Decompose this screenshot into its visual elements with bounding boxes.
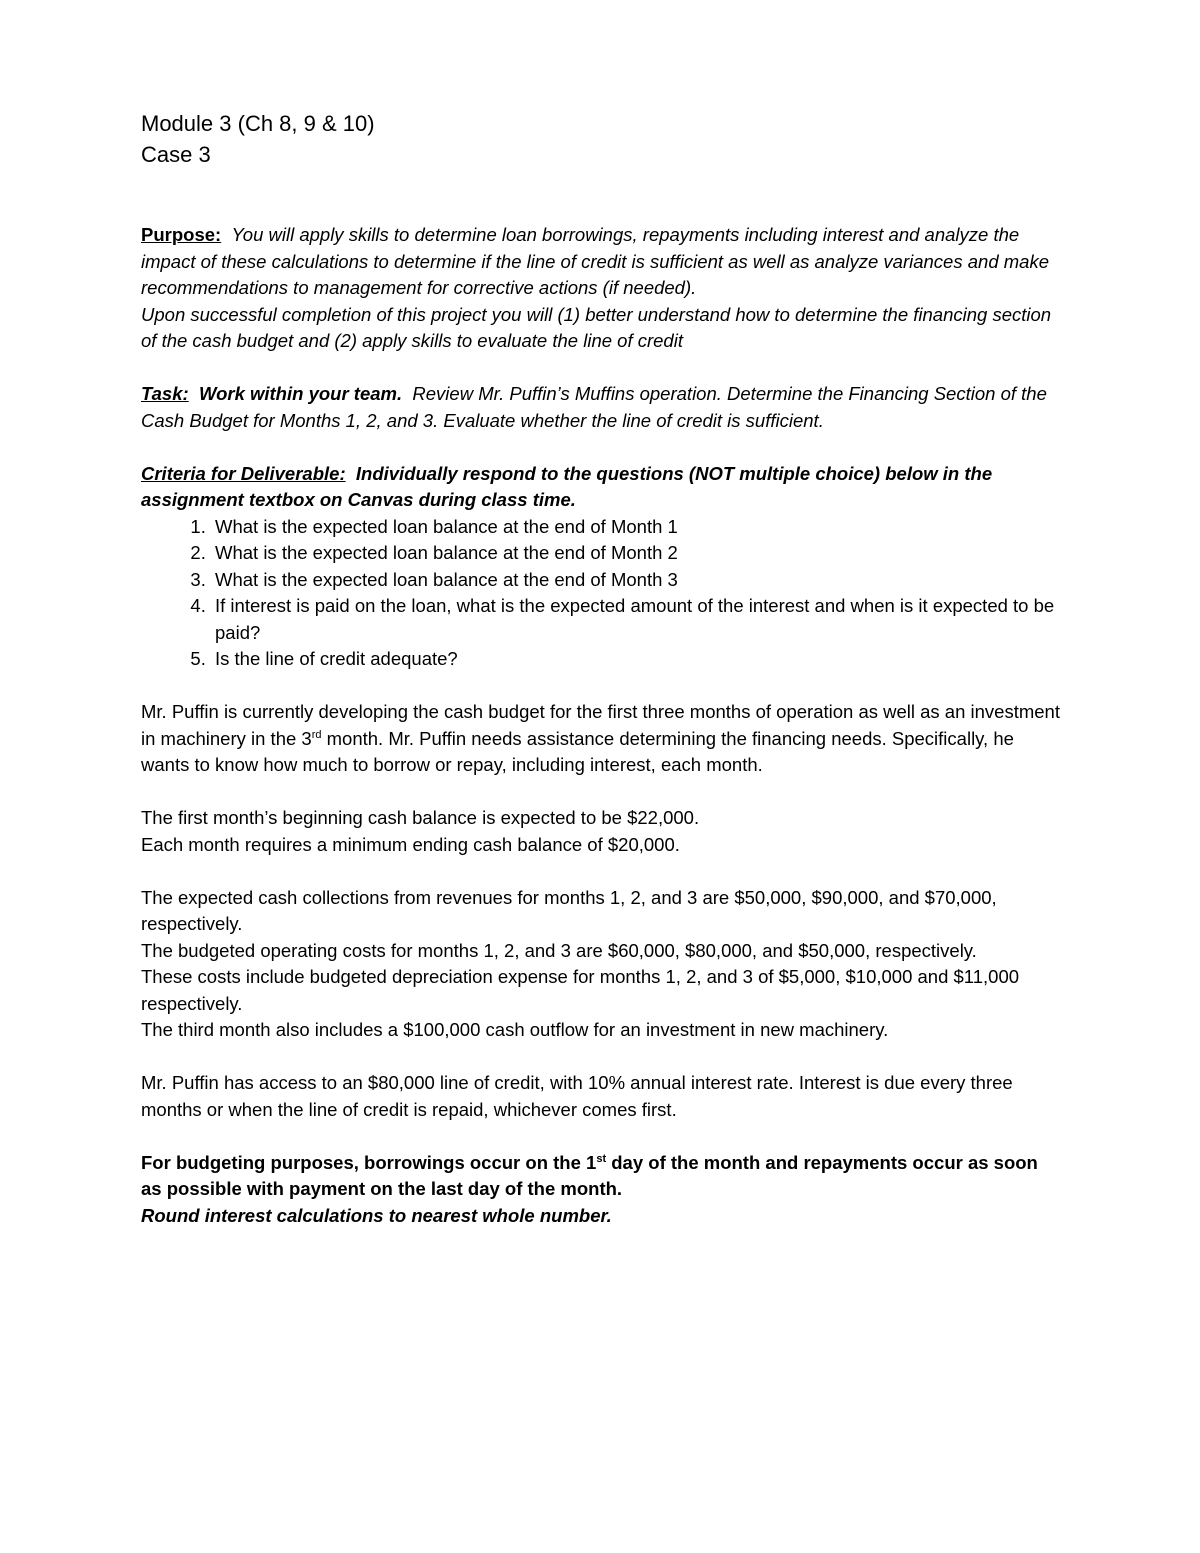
operating-costs-text: The budgeted operating costs for months 1, 2, and 3 are $60,000, $80,000, and $50,000, respectively.	[141, 939, 977, 961]
task-paragraph	[141, 381, 1061, 434]
completion-text: Upon successful completion of this project you will (1) better understand how to determine the financing section of the cash budget and (2) apply skills to evaluate the line of credit	[141, 303, 1052, 351]
question-4: 4. If interest is paid on the loan, what is the expected amount of the interest and when is it expected to be paid?	[211, 593, 1061, 646]
criteria-text: Individually respond to the questions (NOT multiple choice) below in the assignment textbox on Canvas during class time.	[141, 462, 993, 510]
rounding-text: Round interest calculations to nearest whole number.	[141, 1204, 612, 1226]
ordinal-rd: rd	[311, 728, 322, 741]
budgeting-part2: day of the month and repayments occur as soon as possible with payment on the last day of the month.	[141, 1151, 1038, 1199]
budgeting-part1: For budgeting purposes, borrowings occur on the 1	[141, 1151, 597, 1173]
task-text: Review Mr. Puffin’s Muffins operation. Determine the Financing Section of the Cash Budget for Months 1, 2, and 3. Evaluate whether the line of credit is sufficient.	[141, 383, 1047, 431]
question-3: 3. What is the expected loan balance at the end of Month 3	[211, 567, 1061, 594]
question-5: 5. Is the line of credit adequate?	[211, 646, 1061, 673]
scenario-intro	[141, 699, 1061, 779]
purpose-text: You will apply skills to determine loan borrowings, repayments including interest and analyze the impact of these calculations to determine if the line of credit is sufficient as well as analyze variances and make recommendations to management for corrective actions (if needed).	[141, 224, 1049, 298]
questions-list	[141, 514, 1061, 673]
scenario-intro-part1: Mr. Puffin is currently developing the cash budget for the first three months of operation as well as an investment in machinery in the 3	[141, 701, 1060, 749]
machinery-text: The third month also includes a $100,000 cash outflow for an investment in new machinery.	[141, 1019, 889, 1040]
criteria-paragraph	[141, 461, 1061, 514]
purpose-label: Purpose:	[141, 224, 222, 245]
purpose-paragraph	[141, 222, 1061, 302]
budgeting-purposes-text	[141, 1150, 1061, 1203]
task-bold-text: Work within your team.	[198, 383, 403, 404]
minimum-cash-text: Each month requires a minimum ending cash balance of $20,000.	[141, 833, 680, 855]
collections-text: The expected cash collections from revenues for months 1, 2, and 3 are $50,000, $90,000, and $70,000, respectively.	[141, 886, 997, 934]
question-2: 2. What is the expected loan balance at the end of Month 2	[211, 540, 1061, 567]
beginning-cash-text: The first month’s beginning cash balance is expected to be $22,000.	[141, 807, 700, 828]
task-label: Task:	[141, 383, 189, 404]
scenario-intro-part2: month. Mr. Puffin needs assistance determining the financing needs. Specifically, he wants to know how much to borrow or repay, including interest, each month.	[141, 727, 1014, 775]
case-title: Case 3	[141, 142, 211, 167]
question-1: 1. What is the expected loan balance at the end of Month 1	[211, 514, 1061, 541]
ordinal-st: st	[596, 1152, 607, 1165]
module-title: Module 3 (Ch 8, 9 & 10)	[141, 111, 375, 136]
criteria-label: Criteria for Deliverable:	[141, 462, 346, 484]
line-of-credit-text: Mr. Puffin has access to an $80,000 line of credit, with 10% annual interest rate. Interest is due every three months or when the line of credit is repaid, whichever comes first.	[141, 1072, 1013, 1120]
document-page	[141, 108, 1061, 1229]
depreciation-text: These costs include budgeted depreciation expense for months 1, 2, and 3 of $5,000, $10,000 and $11,000 respectively.	[141, 966, 1020, 1014]
